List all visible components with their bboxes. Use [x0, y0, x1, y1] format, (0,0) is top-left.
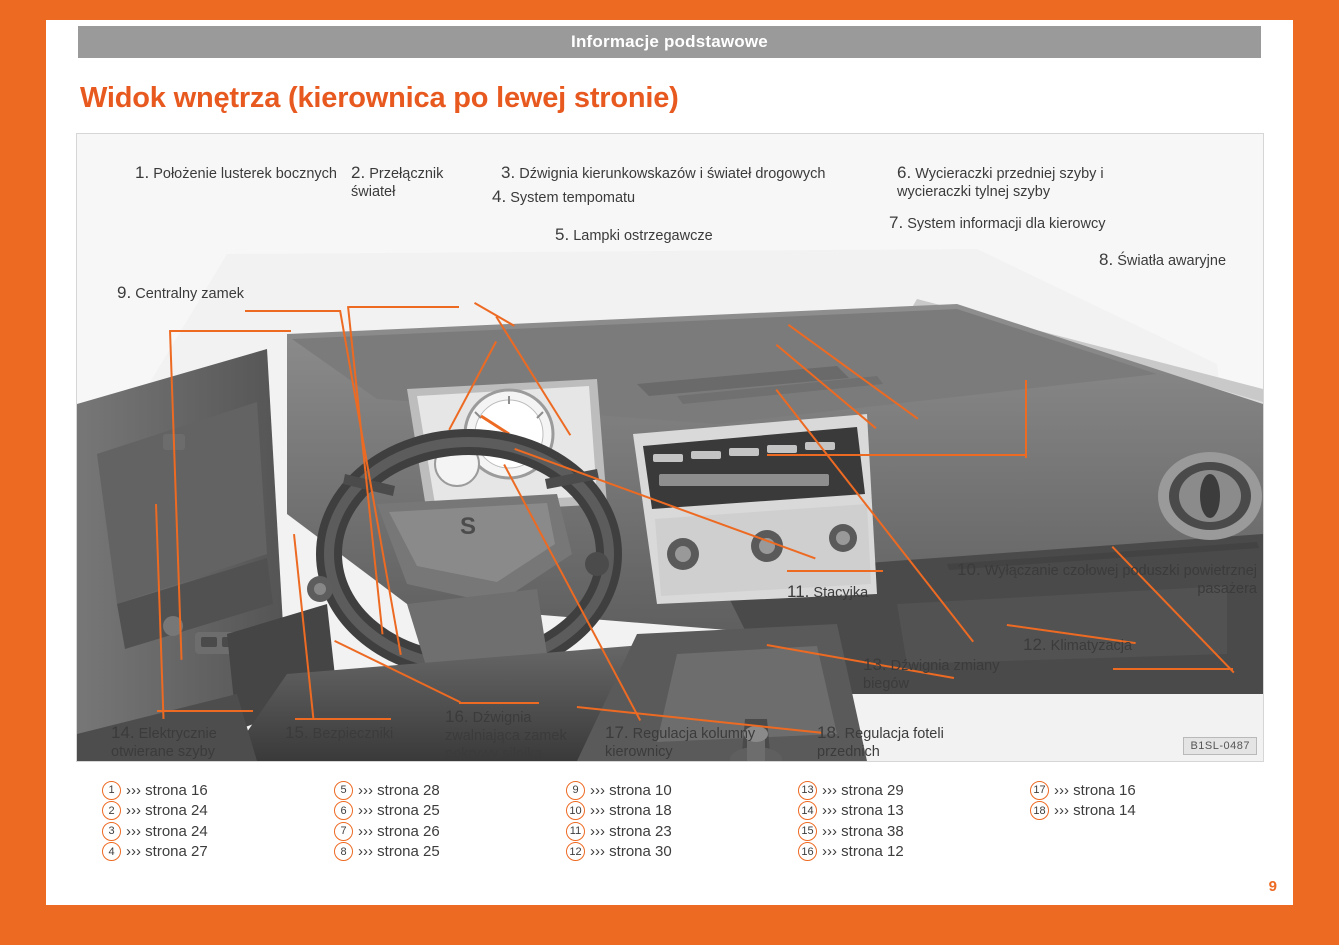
page-reference-index — [102, 780, 1262, 862]
list-item[interactable] — [102, 801, 334, 822]
list-item[interactable] — [566, 801, 798, 822]
callout-13: 13. Dźwignia zmiany biegów — [863, 655, 1000, 693]
reference-badge: 6 — [334, 801, 353, 820]
reference-badge: 8 — [334, 842, 353, 861]
reference-link[interactable]: ››› strona 16 — [126, 781, 208, 799]
callout-12: 12. Klimatyzacja — [1023, 635, 1133, 654]
reference-link[interactable]: ››› strona 38 — [822, 822, 904, 840]
callout-18: 18. Regulacja foteli przednich — [817, 723, 944, 761]
leader-line-9 — [171, 330, 291, 332]
list-item[interactable] — [1030, 780, 1262, 801]
figure-code: B1SL-0487 — [1183, 737, 1257, 755]
section-header-bar — [78, 26, 1261, 58]
reference-badge: 10 — [566, 801, 585, 820]
reference-link[interactable]: ››› strona 29 — [822, 781, 904, 799]
reference-badge: 17 — [1030, 781, 1049, 800]
leader-line-8b — [1025, 380, 1027, 458]
callout-5: 5. Lampki ostrzegawcze — [555, 225, 713, 244]
list-item[interactable] — [566, 821, 798, 842]
reference-link[interactable]: ››› strona 23 — [590, 822, 672, 840]
list-item[interactable] — [102, 821, 334, 842]
callout-8: 8. Światła awaryjne — [1099, 250, 1227, 269]
callout-2: 2. Przełącznik świateł — [351, 163, 444, 201]
leader-line-10b — [1113, 668, 1233, 670]
interior-view-figure — [76, 133, 1264, 762]
callout-17: 17. Regulacja kolumny kierownicy — [605, 723, 756, 761]
list-item[interactable] — [566, 780, 798, 801]
reference-link[interactable]: ››› strona 24 — [126, 822, 208, 840]
reference-link[interactable]: ››› strona 16 — [1054, 781, 1136, 799]
list-item[interactable] — [102, 842, 334, 863]
reference-link[interactable]: ››› strona 25 — [358, 843, 440, 861]
callout-1: 1. Położenie lusterek bocznych — [135, 163, 337, 182]
leader-line-1 — [245, 310, 341, 312]
reference-column-1 — [102, 780, 334, 862]
reference-badge: 3 — [102, 822, 121, 841]
reference-badge: 13 — [798, 781, 817, 800]
page-title: Widok wnętrza (kierownica po lewej stronie) — [80, 82, 679, 114]
reference-badge: 4 — [102, 842, 121, 861]
reference-column-4 — [798, 780, 1030, 862]
reference-link[interactable]: ››› strona 18 — [590, 802, 672, 820]
section-title: Informacje podstawowe — [571, 32, 768, 51]
callout-15: 15. Bezpieczniki — [285, 723, 394, 742]
reference-badge: 12 — [566, 842, 585, 861]
reference-link[interactable]: ››› strona 24 — [126, 802, 208, 820]
callout-4: 4. System tempomatu — [492, 187, 636, 206]
leader-line-15b — [295, 718, 391, 720]
list-item[interactable] — [334, 780, 566, 801]
list-item[interactable] — [1030, 801, 1262, 822]
leader-line-14b — [157, 710, 253, 712]
callout-14: 14. Elektrycznie otwierane szyby — [111, 723, 217, 761]
reference-column-3 — [566, 780, 798, 862]
callout-3: 3. Dźwignia kierunkowskazów i świateł drogowych — [501, 163, 826, 182]
reference-badge: 16 — [798, 842, 817, 861]
list-item[interactable] — [334, 821, 566, 842]
reference-badge: 9 — [566, 781, 585, 800]
reference-column-2 — [334, 780, 566, 862]
reference-badge: 1 — [102, 781, 121, 800]
reference-badge: 2 — [102, 801, 121, 820]
leader-line-16b — [459, 702, 539, 704]
reference-link[interactable]: ››› strona 10 — [590, 781, 672, 799]
page-number: 9 — [1268, 878, 1277, 895]
reference-badge: 15 — [798, 822, 817, 841]
list-item[interactable] — [798, 780, 1030, 801]
list-item[interactable] — [334, 801, 566, 822]
list-item[interactable] — [566, 842, 798, 863]
reference-badge: 14 — [798, 801, 817, 820]
reference-link[interactable]: ››› strona 26 — [358, 822, 440, 840]
reference-column-5 — [1030, 780, 1262, 862]
reference-link[interactable]: ››› strona 30 — [590, 843, 672, 861]
leader-line-2 — [349, 306, 459, 308]
reference-badge: 7 — [334, 822, 353, 841]
list-item[interactable] — [798, 842, 1030, 863]
callout-9: 9. Centralny zamek — [117, 283, 245, 302]
manual-page — [46, 20, 1293, 905]
callout-6: 6. Wycieraczki przedniej szyby i wycieraczki tylnej szyby — [897, 163, 1104, 201]
reference-badge: 18 — [1030, 801, 1049, 820]
callout-11: 11. Stacyjka — [787, 582, 869, 601]
svg-text:S: S — [459, 513, 479, 540]
list-item[interactable] — [334, 842, 566, 863]
reference-link[interactable]: ››› strona 13 — [822, 802, 904, 820]
callout-7: 7. System informacji dla kierowcy — [889, 213, 1106, 232]
list-item[interactable] — [798, 801, 1030, 822]
leader-line-11b — [787, 570, 883, 572]
reference-link[interactable]: ››› strona 12 — [822, 843, 904, 861]
list-item[interactable] — [798, 821, 1030, 842]
reference-link[interactable]: ››› strona 28 — [358, 781, 440, 799]
reference-badge: 11 — [566, 822, 585, 841]
reference-link[interactable]: ››› strona 14 — [1054, 802, 1136, 820]
list-item[interactable] — [102, 780, 334, 801]
callout-10: 10. Wyłączanie czołowej poduszki powietrznej pasażera — [957, 560, 1257, 598]
reference-link[interactable]: ››› strona 27 — [126, 843, 208, 861]
reference-badge: 5 — [334, 781, 353, 800]
leader-line-8 — [767, 454, 1027, 456]
callout-16: 16. Dźwignia zwalniająca zamek pokrywy silnika — [445, 707, 567, 762]
reference-link[interactable]: ››› strona 25 — [358, 802, 440, 820]
